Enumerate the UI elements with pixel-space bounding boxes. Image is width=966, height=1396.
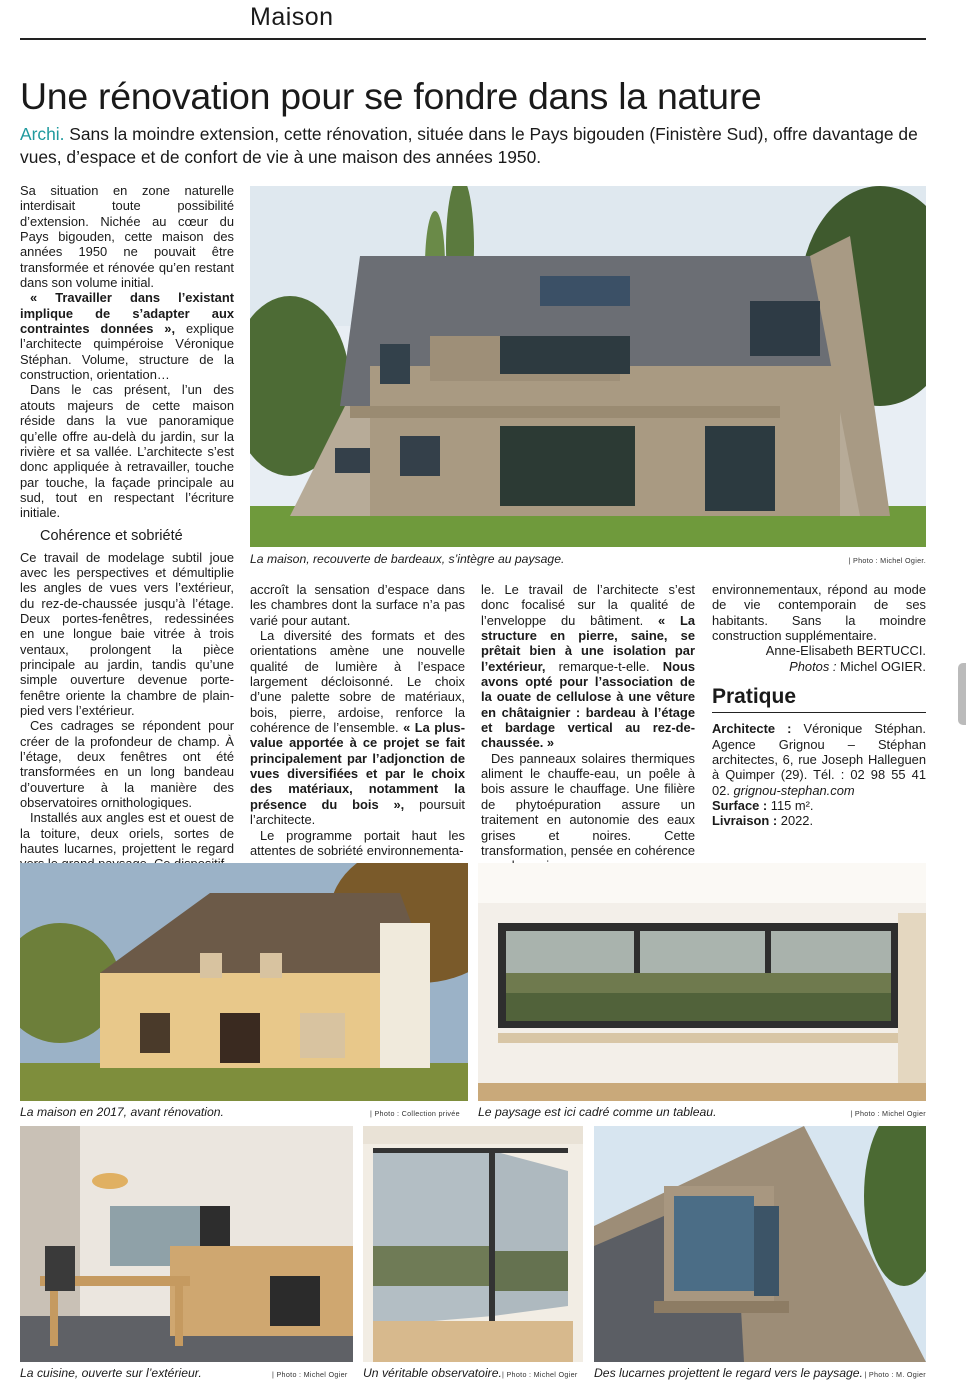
paragraph <box>481 582 695 751</box>
pratique-rule <box>712 712 926 713</box>
caption-dormers: Des lucarnes projettent le regard vers le paysage. <box>594 1366 863 1380</box>
delivery-label: Livraison : <box>712 813 778 829</box>
website-link[interactable]: grignou-stephan.com <box>733 782 855 798</box>
pratique-title: Pratique <box>712 685 797 709</box>
paragraph: Le programme portait haut les attentes de sobriété environnementa- <box>250 827 465 858</box>
paragraph-text: explique l’architecte quimpéroise Véronique Stéphan. Volume, structure de la construction, orientation… <box>20 321 234 383</box>
caption-main-house: La maison, recouverte de bardeaux, s’intègre au paysage. <box>250 552 565 566</box>
photo-main-house <box>250 186 926 547</box>
body-column-1 <box>20 183 234 872</box>
caption-2017: La maison en 2017, avant rénovation. <box>20 1105 224 1119</box>
paragraph <box>250 628 465 827</box>
body-column-2 <box>250 582 465 858</box>
body-column-4 <box>712 582 926 829</box>
paragraph: Sa situation en zone naturelle interdisait toute possibilité d’extension. Nichée au cœur du Pays bigouden, cette maison des années 1950 ne pouvait être transformée et rénovée qu’en restant dans son volume initial. <box>20 183 234 291</box>
photo-credit-signature <box>712 659 926 674</box>
caption-observatory: Un véritable observatoire. <box>363 1366 502 1380</box>
credit-main-house: | Photo : Michel Ogier. <box>848 556 926 565</box>
standfirst <box>20 123 920 169</box>
photo-dormers <box>594 1126 926 1362</box>
delivery-value: 2022. <box>777 813 814 829</box>
credit-kitchen: | Photo : Michel Ogier <box>272 1370 348 1379</box>
paragraph: accroît la sensation d’espace dans les chambres dont la surface n’a pas varié pour autant. <box>250 582 465 628</box>
photo-kitchen <box>20 1126 353 1362</box>
scroll-tab[interactable] <box>958 663 966 725</box>
paragraph: Dans le cas présent, l’un des atouts majeurs de cette maison réside dans la vue panoramique qu’elle offre au-delà du jardin, sur la rivière et sa vallée. L’architecte s’est donc appliquée à retravailler, touche par touche, la façade principale au sud, tout en respectant l’écriture initiale. <box>20 382 234 521</box>
photo-2017 <box>20 863 468 1101</box>
credit-2017: | Photo : Collection privée <box>370 1109 460 1118</box>
paragraph-text: le. Le travail de l’architecte s’est donc focalisé sur la qualité de l’enveloppe du bâtiment. <box>481 582 695 628</box>
paragraph: environnementaux, répond au mode de vie contemporain de ses habitants. Sans la moindre construction supplémentaire. <box>712 582 926 644</box>
quote: Nous avons opté pour l’association de la ouate de cellulose à une vêture en châtaignier : bardeau à l’étage et bardage vertical au rez-de-chaussée. » <box>481 658 695 751</box>
header-rule <box>20 38 926 40</box>
caption-kitchen: La cuisine, ouverte sur l’extérieur. <box>20 1366 202 1380</box>
paragraph: Ces cadrages se répondent pour créer de la profondeur de champ. À l’étage, deux fenêtres ont été transformées en un long bandeau d’ouverture à la manière des observatoires ornithologiques. <box>20 718 234 811</box>
paragraph-text: poursuit l’architecte. <box>250 796 465 828</box>
paragraph: Installés aux angles est et ouest de la toiture, deux oriels, sortes de hautes lucarnes, projettent le regard <box>20 810 234 857</box>
credit-framed-landscape: | Photo : Michel Ogier <box>850 1109 926 1118</box>
photo-observatory <box>363 1126 583 1362</box>
pratique-surface <box>712 798 926 813</box>
pratique-delivery <box>712 813 926 828</box>
paragraph <box>20 290 234 382</box>
body-column-3 <box>481 582 695 874</box>
quote: « La structure en pierre, saine, se prêtait bien à une isolation par l’extérieur, <box>481 612 695 674</box>
paragraph-text: La diversité des formats et des orientations amène une nouvelle qualité de lumière à l’espace largement décloisonné. Le choix d’une palette sobre de matériaux, bois, pierre, ardoise, renforce la cohérence de l’ensemble. <box>250 628 465 736</box>
photographer-name: Michel OGIER. <box>836 658 926 674</box>
subhead: Cohérence et sobriété <box>40 527 183 544</box>
credit-dormers: | Photo : M. Ogier <box>864 1370 926 1379</box>
quote: « Travailler dans l’existant implique de s’adapter aux contraintes données », <box>20 290 234 337</box>
surface-value: 115 m². <box>767 797 814 813</box>
standfirst-text: Sans la moindre extension, cette rénovation, située dans le Pays bigouden (Finistère Sud), offre davantage de vues, d’espace et de confort de vie à une maison des années 1950. <box>20 124 918 167</box>
quote: « La plus-value apportée à ce projet se fait principalement par l’adjonction de vues diversifiées et par le choix des matériaux, notamment la présence du bois », <box>250 720 465 812</box>
author-signature: Anne-Elisabeth BERTUCCI. <box>765 643 926 659</box>
photo-framed-landscape <box>478 863 926 1101</box>
pratique-architect <box>712 721 926 798</box>
photos-label: Photos : <box>789 658 837 674</box>
architect-text: Véronique Stéphan. Agence Grignou – Stéphan architectes, 6, rue Joseph Halleguen à Quimper (29). Tél. : 02 98 55 41 02. <box>712 721 926 798</box>
section-rubric: Maison <box>250 3 334 31</box>
caption-framed-landscape: Le paysage est ici cadré comme un tableau. <box>478 1105 717 1119</box>
paragraph: Ce travail de modelage subtil joue avec les perspectives et démultiplie les angles de vues vers l’extérieur, du rez-de-chaussée jusqu’à l’étage. Deux portes-fenêtres, redessinées en une longue baie vitrée à trois ventaux, prolongent la pièce principale au jardin, tandis qu’une simple ouverture devenue porte-fenêtre oriente la chambre de plain-pied vers l’extérieur. <box>20 549 234 718</box>
architect-label: Architecte : <box>712 721 792 737</box>
headline: Une rénovation pour se fondre dans la nature <box>20 75 762 117</box>
paragraph: Des panneaux solaires thermiques aliment le chauffe-eau, un poêle à bois assure le chauffage. Une filière de phytoépuration assure un traitement en autonomie des eaux grises et noires. Cette transformation, pensée en cohérence <box>481 750 695 858</box>
surface-label: Surface : <box>712 797 768 813</box>
kicker: Archi. <box>20 124 65 144</box>
credit-observatory: | Photo : Michel Ogier <box>502 1370 578 1379</box>
paragraph-text: remarque-t-elle. <box>545 658 650 674</box>
